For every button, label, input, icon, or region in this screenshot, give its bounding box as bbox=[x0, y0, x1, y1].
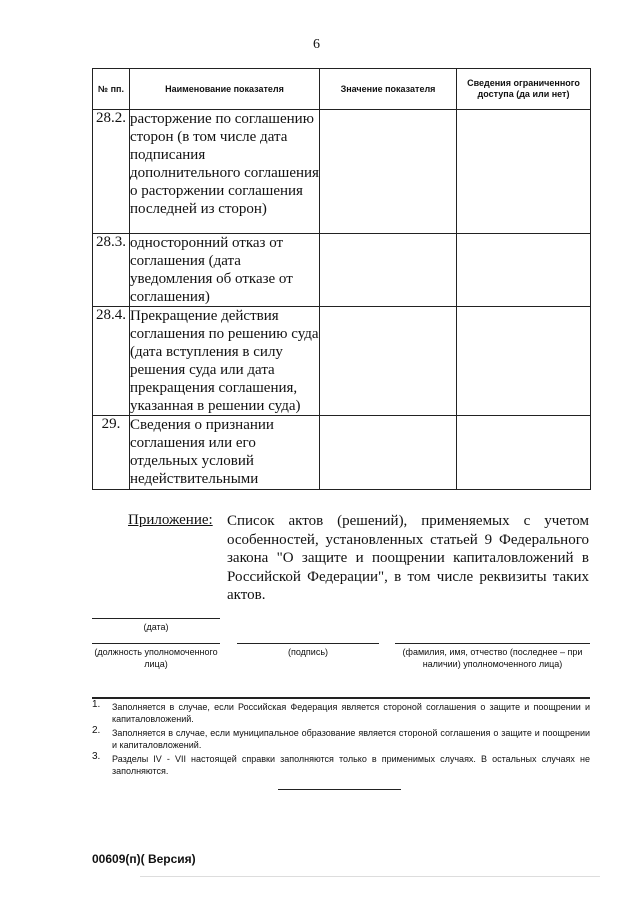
footnote-number: 1. bbox=[92, 699, 101, 710]
table-row bbox=[93, 110, 591, 234]
indicators-table bbox=[92, 68, 591, 490]
name-line bbox=[395, 643, 590, 644]
row-name: односторонний отказ от соглашения (дата уведомления об отказе от соглашения) bbox=[130, 234, 320, 307]
attachment-label: Приложение: bbox=[128, 512, 213, 528]
header-value: Значение показателя bbox=[320, 69, 457, 110]
row-name: Прекращение действия соглашения по решению суда (дата вступления в силу решения суда или дата прекращения соглашения, указанная в решении суда) bbox=[130, 308, 319, 414]
page-number: 6 bbox=[313, 37, 320, 52]
row-name: Сведения о признании соглашения или его отдельных условий недействительными bbox=[130, 416, 320, 490]
signature-caption: (подпись) bbox=[287, 647, 329, 657]
footnote-number: 2. bbox=[92, 725, 101, 736]
position-caption: (должность уполномоченного лица) bbox=[94, 647, 218, 669]
end-divider bbox=[278, 789, 401, 790]
row-restricted-cell bbox=[457, 234, 591, 307]
row-restricted-cell bbox=[457, 307, 591, 416]
row-num: 28.3. bbox=[93, 234, 130, 307]
table-row bbox=[93, 416, 591, 490]
footnote-item bbox=[92, 753, 590, 777]
table-row bbox=[93, 234, 591, 307]
date-caption: (дата) bbox=[143, 622, 169, 632]
row-restricted-cell bbox=[457, 110, 591, 234]
header-num: № пп. bbox=[93, 69, 130, 110]
signature-line bbox=[237, 643, 379, 644]
footnote-number: 3. bbox=[92, 751, 101, 762]
row-restricted-cell bbox=[457, 416, 591, 490]
position-line bbox=[92, 643, 220, 644]
header-restricted: Сведения ограниченного доступа (да или нет) bbox=[457, 69, 591, 110]
footnote-text: Заполняется в случае, если Российская Федерация является стороной соглашения о защите и поощрении и капиталовложений. bbox=[112, 702, 590, 724]
footnote-text: Заполняется в случае, если муниципальное образование является стороной соглашения о защите и поощрении и капиталовложений. bbox=[112, 728, 590, 750]
date-line bbox=[92, 618, 220, 619]
footnote-item bbox=[92, 701, 590, 725]
bottom-edge-line bbox=[140, 876, 600, 877]
row-value-cell bbox=[320, 416, 457, 490]
row-value-cell bbox=[320, 307, 457, 416]
footnote-text: Разделы IV - VII настоящей справки заполняются только в применимых случаях. В остальных случаях не заполняются. bbox=[112, 754, 590, 776]
row-name: расторжение по соглашению сторон (в том числе дата подписания дополнительного соглашения о расторжении соглашения последней из сторон) bbox=[130, 110, 320, 234]
row-num: 29. bbox=[93, 416, 130, 490]
row-num: 28.2. bbox=[93, 110, 130, 234]
row-num: 28.4. bbox=[93, 307, 130, 416]
name-caption: (фамилия, имя, отчество (последнее – при наличии) уполномоченного лица) bbox=[402, 647, 583, 669]
document-version: 00609(п)( Версия) bbox=[92, 852, 196, 866]
attachment-text: Список актов (решений), применяемых с учетом особенностей, установленных статьей 9 Федерального закона "О защите и поощрении капиталовложений в Российской Федерации", в том числе реквизиты таких актов. bbox=[227, 513, 589, 603]
table-header-row bbox=[93, 69, 591, 110]
table-row bbox=[93, 307, 591, 416]
row-value-cell bbox=[320, 234, 457, 307]
header-name: Наименование показателя bbox=[130, 69, 320, 110]
footnote-item bbox=[92, 727, 590, 751]
footnote-divider bbox=[92, 697, 590, 699]
row-value-cell bbox=[320, 110, 457, 234]
